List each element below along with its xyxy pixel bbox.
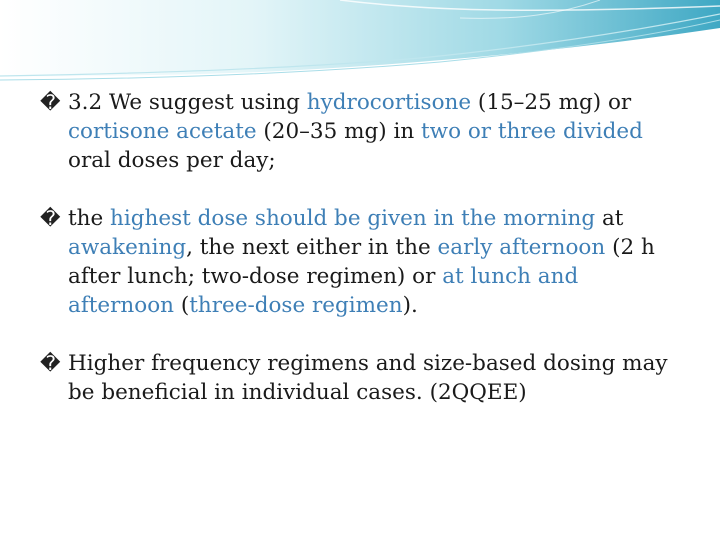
text-run: , the next either in the: [186, 235, 438, 260]
text-run: (20–35 mg) in: [256, 119, 422, 144]
text-run: oral doses per day;: [68, 148, 276, 173]
text-run: (: [174, 293, 190, 318]
wave-fill: [0, 0, 720, 78]
text-run: (2 h after lunch; two-dose regimen) or: [68, 235, 655, 289]
text-run: 3.2 We suggest using: [68, 90, 307, 115]
bullet-item: [40, 204, 690, 320]
text-run: (15–25 mg) or: [471, 90, 632, 115]
highlighted-term: highest dose should be given in the morning: [110, 206, 596, 231]
bullet-item: [40, 88, 690, 175]
header-wave-banner: [0, 0, 720, 90]
highlighted-term: hydrocortisone: [306, 90, 472, 115]
bullet-item: [40, 349, 690, 407]
slide-content: [40, 88, 690, 407]
bullet-text: [68, 206, 655, 318]
highlighted-term: early afternoon: [437, 235, 606, 260]
text-run: at: [595, 206, 624, 231]
text-run: ).: [402, 293, 418, 318]
text-run: the: [68, 206, 111, 231]
bullet-marker-icon: �: [40, 90, 61, 114]
highlighted-term: awakening: [68, 235, 187, 260]
text-run: Higher frequency regimens and size-based dosing may be beneficial in individual cases. (2QQEE): [68, 351, 668, 405]
bullet-text: [68, 351, 668, 405]
bullet-marker-icon: �: [40, 351, 61, 375]
highlighted-term: cortisone acetate: [68, 119, 257, 144]
highlighted-term: two or three divided: [421, 119, 643, 144]
bullet-text: [68, 90, 643, 173]
bullet-marker-icon: �: [40, 206, 61, 230]
highlighted-term: three-dose regimen: [189, 293, 403, 318]
highlighted-term: at lunch and afternoon: [68, 264, 579, 318]
